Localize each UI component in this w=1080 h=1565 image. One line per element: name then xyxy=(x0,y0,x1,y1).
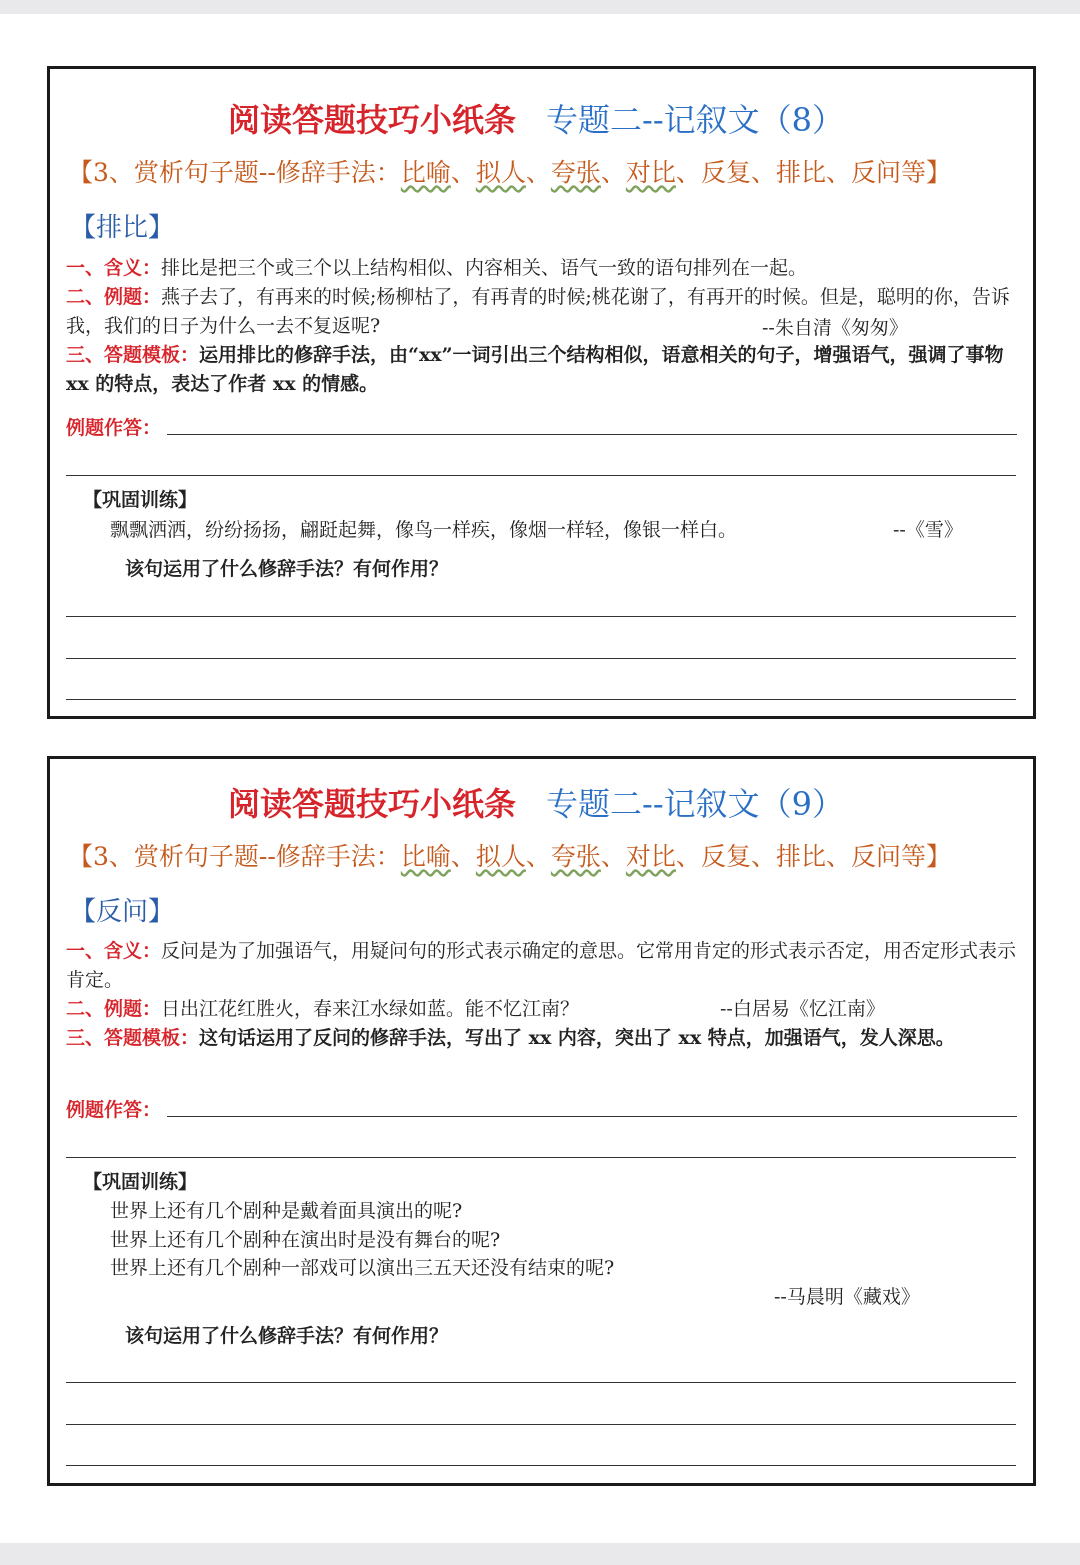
template-text: 这句话运用了反问的修辞手法，写出了 xx 内容，突出了 xx 特点，加强语气，发人深思。 xyxy=(199,1027,955,1049)
subtitle-sep: 、 xyxy=(750,842,776,871)
template-line xyxy=(66,341,1018,399)
drill-title: 【巩固训练】 xyxy=(83,489,198,511)
answer-line[interactable] xyxy=(66,1157,1016,1158)
answer-line[interactable] xyxy=(66,1424,1016,1425)
answer-line[interactable] xyxy=(167,1116,1017,1117)
device-repetition: 反复 xyxy=(700,158,751,187)
meaning-line xyxy=(66,937,1018,995)
drill-question: 该句运用了什么修辞手法？有何作用？ xyxy=(125,558,449,580)
tip-card-9 xyxy=(47,756,1036,1486)
answer-label: 例题作答： xyxy=(66,417,162,439)
example-label: 二、例题： xyxy=(66,286,162,308)
example-text: 日出江花红胜火，春来江水绿如蓝。能不忆江南？ xyxy=(161,998,580,1020)
meaning-text: 反问是为了加强语气，用疑问句的形式表示确定的意思。它常用肯定的形式表示否定，用否定形式表示肯定。 xyxy=(66,940,1017,991)
template-label: 三、答题模板： xyxy=(66,1027,200,1049)
card-title-topic: 专题二--记叙文（8） xyxy=(546,101,845,139)
device-hyperbole: 夸张 xyxy=(550,842,601,871)
tip-card-8 xyxy=(47,66,1036,719)
drill-text: 飘飘洒洒，纷纷扬扬，翩跹起舞，像鸟一样疾，像烟一样轻，像银一样白。 xyxy=(110,519,738,541)
example-label: 二、例题： xyxy=(66,998,162,1020)
template-text: 运用排比的修辞手法，由“xx”一词引出三个结构相似，语意相关的句子，增强语气，强调了事物 xx 的特点，表达了作者 xx 的情感。 xyxy=(66,344,1004,395)
card-title xyxy=(228,95,844,141)
device-parallelism: 排比 xyxy=(775,158,826,187)
subtitle-suffix: 等】 xyxy=(901,842,952,871)
device-rhetorical-question: 反问 xyxy=(851,158,902,187)
subtitle-prefix: 【3、赏析句子题--修辞手法： xyxy=(68,842,401,871)
example-text: 燕子去了，有再来的时候;杨柳枯了，有再青的时候;桃花谢了，有再开的时候。但是，聪明的你，告诉我，我们的日子为什么一去不复返呢? xyxy=(66,286,1010,337)
drill-question: 该句运用了什么修辞手法？有何作用？ xyxy=(125,1325,449,1347)
subtitle-sep: 、 xyxy=(825,842,851,871)
meaning-label: 一、含义： xyxy=(66,940,162,962)
answer-line[interactable] xyxy=(66,616,1016,617)
top-margin-band xyxy=(0,0,1080,14)
subtitle-sep: 、 xyxy=(675,842,701,871)
device-parallelism: 排比 xyxy=(775,842,826,871)
section-heading: 【排比】 xyxy=(70,213,175,243)
device-metaphor: 比喻 xyxy=(400,842,451,871)
device-metaphor: 比喻 xyxy=(400,158,451,187)
drill-title: 【巩固训练】 xyxy=(83,1171,198,1193)
subtitle-sep: 、 xyxy=(450,158,476,187)
subtitle-sep: 、 xyxy=(825,158,851,187)
template-label: 三、答题模板： xyxy=(66,344,200,366)
subtitle-suffix: 等】 xyxy=(901,158,952,187)
drill-text: 世界上还有几个剧种一部戏可以演出三五天还没有结束的呢? xyxy=(110,1257,615,1279)
card-title-topic: 专题二--记叙文（9） xyxy=(546,785,845,823)
subtitle-sep: 、 xyxy=(675,158,701,187)
subtitle-sep: 、 xyxy=(525,842,551,871)
answer-line[interactable] xyxy=(167,434,1017,435)
answer-label: 例题作答： xyxy=(66,1099,162,1121)
answer-line[interactable] xyxy=(66,475,1016,476)
subtitle-sep: 、 xyxy=(600,158,626,187)
section-heading: 【反问】 xyxy=(70,897,175,927)
bottom-margin-band xyxy=(0,1543,1080,1565)
answer-line[interactable] xyxy=(66,699,1016,700)
drill-source: --马晨明《藏戏》 xyxy=(774,1286,920,1308)
device-hyperbole: 夸张 xyxy=(550,158,601,187)
subtitle-sep: 、 xyxy=(450,842,476,871)
answer-line[interactable] xyxy=(66,1465,1016,1466)
card-title-main: 阅读答题技巧小纸条 xyxy=(228,785,517,823)
answer-line[interactable] xyxy=(66,1382,1016,1383)
device-rhetorical-question: 反问 xyxy=(851,842,902,871)
meaning-line xyxy=(66,254,1018,283)
device-contrast: 对比 xyxy=(625,158,676,187)
card-title xyxy=(228,779,844,825)
card-subtitle xyxy=(68,153,951,189)
answer-line[interactable] xyxy=(66,658,1016,659)
template-line xyxy=(66,1024,1018,1053)
device-contrast: 对比 xyxy=(625,842,676,871)
card-subtitle xyxy=(68,837,951,873)
example-source: --白居易《忆江南》 xyxy=(720,998,885,1020)
example-source: --朱自清《匆匆》 xyxy=(762,317,908,339)
subtitle-prefix: 【3、赏析句子题--修辞手法： xyxy=(68,158,401,187)
meaning-label: 一、含义： xyxy=(66,257,162,279)
drill-text: 世界上还有几个剧种是戴着面具演出的呢? xyxy=(110,1200,463,1222)
subtitle-sep: 、 xyxy=(600,842,626,871)
subtitle-sep: 、 xyxy=(525,158,551,187)
meaning-text: 排比是把三个或三个以上结构相似、内容相关、语气一致的语句排列在一起。 xyxy=(161,257,808,279)
drill-source: --《雪》 xyxy=(893,519,963,541)
device-personification: 拟人 xyxy=(475,158,526,187)
drill-text: 世界上还有几个剧种在演出时是没有舞台的呢? xyxy=(110,1229,501,1251)
card-title-main: 阅读答题技巧小纸条 xyxy=(228,101,517,139)
device-personification: 拟人 xyxy=(475,842,526,871)
subtitle-sep: 、 xyxy=(750,158,776,187)
device-repetition: 反复 xyxy=(700,842,751,871)
